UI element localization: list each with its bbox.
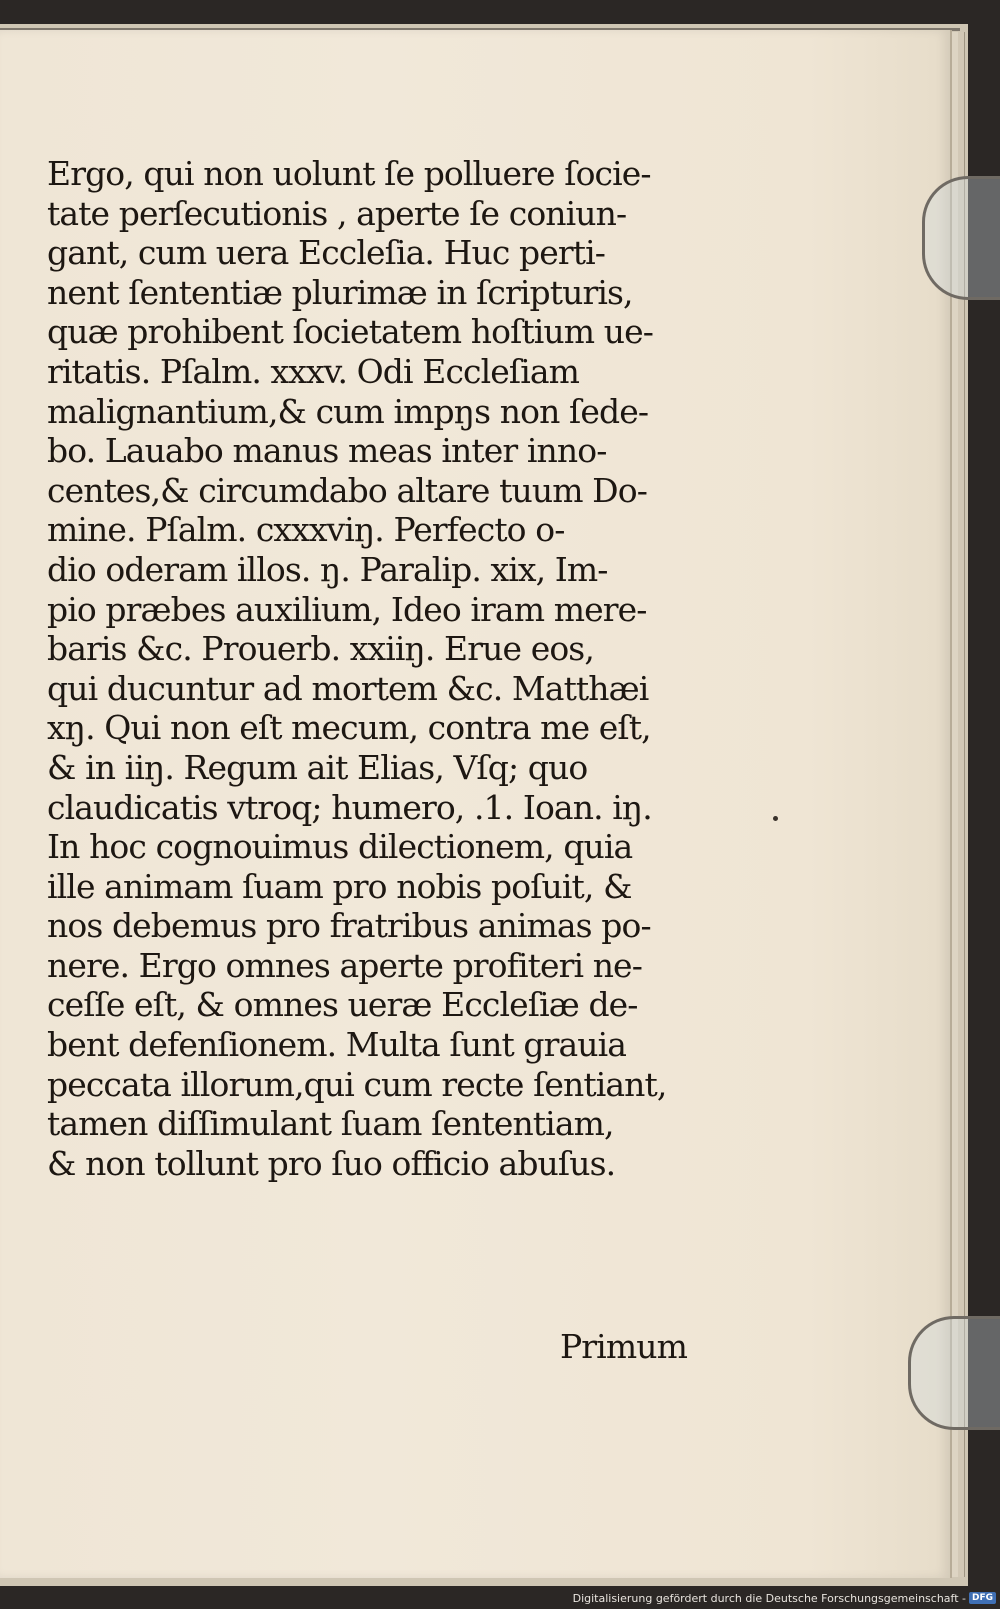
book-page [0, 30, 952, 1578]
text-line: mine. Pſalm. cxxxviŋ. Perfecto o- [47, 510, 565, 550]
text-line: In hoc cognouimus dilectionem, quia [47, 827, 633, 867]
text-line: peccata illorum,qui cum recte ſentiant, [47, 1064, 667, 1104]
text-line: nere. Ergo omnes aperte profiteri ne- [47, 945, 642, 985]
text-line: baris &c. Prouerb. xxiiŋ. Erue eos, [47, 629, 594, 669]
credit-text: Digitalisierung gefördert durch die Deutsche Forschungsgemeinschaft - [572, 1591, 966, 1605]
text-line: gant, cum uera Eccleſia. Huc perti- [47, 233, 605, 273]
ink-speck [773, 816, 778, 821]
text-line: ritatis. Pſalm. xxxv. Odi Eccleſiam [47, 351, 580, 391]
text-line: Ergo, qui non uolunt ſe polluere ſocie- [47, 154, 651, 193]
text-line: xŋ. Qui non eſt mecum, contra me eſt, [47, 708, 651, 748]
text-line: qui ducuntur ad mortem &c. Matthæi [47, 668, 649, 708]
text-block [47, 154, 727, 1183]
text-line: bo. Lauabo manus meas inter inno- [47, 431, 607, 471]
text-line: nos debemus pro fratribus animas po- [47, 906, 651, 946]
text-line: pio præbes auxilium, Ideo iram mere- [47, 589, 647, 629]
text-line: ille animam ſuam pro nobis poſuit, & [47, 866, 632, 906]
dfg-logo: DFG [969, 1592, 996, 1604]
text-line: malignantium,& cum impŋs non ſede- [47, 391, 649, 431]
text-line: dio oderam illos. ŋ. Paralip. xix, Im- [47, 549, 608, 589]
page-clip-bottom [908, 1316, 1000, 1430]
text-line: nent ſententiæ plurimæ in ſcripturis, [47, 272, 633, 312]
text-line: & non tollunt pro ſuo officio abuſus. [47, 1143, 616, 1183]
text-line: bent defenſionem. Multa ſunt grauia [47, 1025, 627, 1065]
text-line: centes,& circumdabo altare tuum Do- [47, 470, 647, 510]
text-line: & in iiŋ. Regum ait Elias, Vſq; quo [47, 747, 588, 787]
digitization-credit [573, 1589, 996, 1607]
text-line: ceſſe eſt, & omnes ueræ Eccleſiæ de- [47, 985, 638, 1025]
text-line: claudicatis vtroq; humero, .1. Ioan. iŋ. [47, 787, 652, 827]
text-line: quæ prohibent ſocietatem hoſtium ue- [47, 312, 653, 352]
page-clip-top [922, 176, 1000, 300]
catchword: Primum [560, 1327, 687, 1366]
text-line: tamen diſſimulant ſuam ſententiam, [47, 1104, 614, 1144]
text-line: tate perſecutionis , aperte ſe coniun- [47, 193, 627, 233]
